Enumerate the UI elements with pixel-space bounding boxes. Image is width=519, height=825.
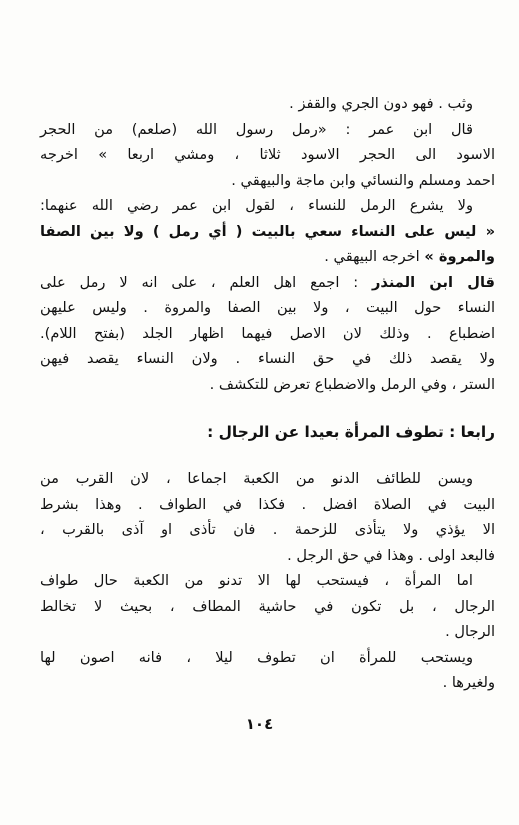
quote-end: والمروة »	[424, 248, 495, 265]
text-line: ولغيرها .	[442, 674, 495, 691]
text-line: الستر ، وفي الرمل والاضطباع تعرض للتكشف .	[209, 375, 495, 393]
text-line: ويستحب للمرأة ان تطوف ليلا ، فانه اصون لها	[40, 648, 473, 666]
text-line: الرجال .	[445, 623, 495, 640]
text-line-quote: « ليس على النساء سعي بالبيت ( أي رمل ) ولا بين الصفا	[40, 222, 495, 240]
text-line: اضطباع . وذلك لان الاصل فيهما اظهار الجلد (بفتح اللام).	[40, 324, 495, 342]
author-name: قال ابن المنذر	[372, 273, 495, 291]
text-line: والمروة » اخرجه البيهقي .	[324, 248, 495, 265]
section-women-tawaf	[40, 466, 495, 696]
text-line: فالبعد اولى . وهذا في حق الرجل .	[287, 546, 495, 564]
text-line: ولا يقصد ذلك في حق النساء . ولان النساء يقصد فيهن	[40, 350, 495, 367]
section-ramal	[40, 91, 495, 397]
author-statement: : اجمع اهل العلم ، على انه لا رمل على	[40, 273, 373, 291]
text-line	[40, 270, 495, 296]
text-line: احمد ومسلم والنسائي وابن ماجة والبيهقي .	[231, 171, 495, 189]
text-line: ويسن للطائف الدنو من الكعبة اجماعا ، لان القرب من	[40, 470, 473, 487]
text-line: البيت في الصلاة افضل . فكذا في الطواف . وهذا بشرط	[40, 495, 495, 513]
text-line: اما المرأة ، فيستحب لها الا تدنو من الكعبة حال طواف	[40, 572, 473, 589]
section-heading: رابعا : تطوف المرأة بعيدا عن الرجال :	[207, 423, 495, 441]
text-line: ولا يشرع الرمل للنساء ، لقول ابن عمر رضي الله عنهما:	[40, 197, 473, 214]
text-line: الاسود الى الحجر الاسود ثلاثا ، ومشي اربعا » اخرجه	[40, 146, 495, 163]
section-heading-wrap	[40, 420, 495, 446]
text-line: الرجال ، بل تكون في حاشية المطاف ، بحيث لا تخالط	[40, 597, 495, 615]
page-number: ١٠٤	[245, 715, 274, 733]
text-line: قال ابن عمر : «رمل رسول الله (صلعم) من الحجر	[40, 120, 473, 138]
text-line: الا يؤذي ولا يتأذى للزحمة . فان تأذى او آذى بالقرب ،	[40, 521, 495, 538]
text-line: النساء حول البيت ، ولا بين الصفا والمروة . وليس عليهن	[40, 299, 495, 316]
text-line: وثب . فهو دون الجري والقفز .	[289, 95, 473, 112]
